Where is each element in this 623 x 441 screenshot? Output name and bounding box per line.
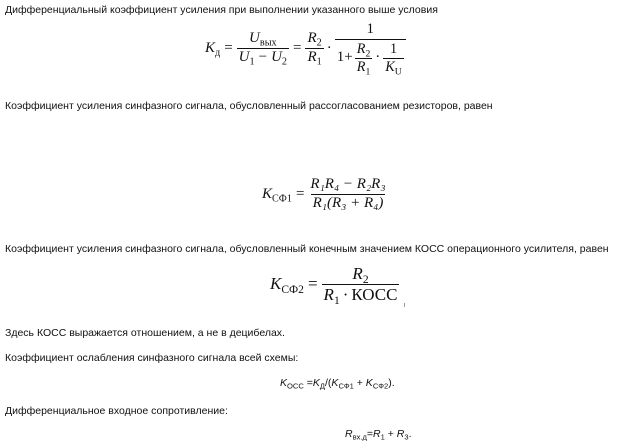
formula1-equals: = (224, 39, 233, 56)
formula-differential-gain (205, 21, 406, 78)
formula1-fraction-correction: 1 1+ $\frac{R_2}{R_1}$ · $\frac{1}{K_U}$ (335, 22, 406, 75)
formula-circuit-cmrr: $K_{ОСС} =K_Д/(K_{СФ1} + K_{СФ2})$. (280, 377, 395, 391)
paragraph-common-mode-gain-resistors: Коэффициент усиления синфазного сигнала, обусловленный рассогласованием резисторов, равен (5, 100, 493, 112)
formula1-fraction-resistor-ratio: $\frac{R_2}{R_1}$ (307, 30, 322, 68)
formula1-equals-2: = (293, 39, 302, 56)
formula3-fraction: $\frac{R_2}{R_1 \cdot КОСС}$ (323, 264, 398, 307)
formula3-equals: = (307, 274, 318, 294)
formula1-dot: · (326, 39, 332, 56)
formula1-fraction-voltage: $\frac{U_{вых}}{U_1 - U_2}$ (238, 30, 288, 68)
formula2-equals: = (295, 185, 305, 202)
formula-differential-input-resistance: $R_{вх.д}=R_1 + R_3$. (345, 428, 412, 441)
formula2-fraction: $\frac{\text{R₁R₄ − R₂R₃}}{\text{R₁(R₃ + R₄)}}$ (310, 176, 386, 211)
paragraph-differential-gain: Дифференциальный коэффициент усиления при выполнении указанного выше условия (5, 4, 438, 16)
formula-common-mode-gain-1 (262, 177, 388, 212)
formula-common-mode-gain-2 (270, 264, 399, 307)
formula3-stray-mark (404, 303, 405, 307)
paragraph-common-mode-gain-cmrr: Коэффициент усиления синфазного сигнала, обусловленный конечным значением КОСС операционного усилителя, равен (5, 243, 609, 255)
formula3-lhs: $K_{СФ2}$ (270, 274, 304, 297)
paragraph-cmrr-note: Здесь КОСС выражается отношением, а не в децибелах. (5, 327, 285, 339)
paragraph-circuit-cmrr: Коэффициент ослабления синфазного сигнала всей схемы: (5, 352, 299, 364)
formula2-lhs: $K_{СФ1}$ (262, 185, 292, 205)
formula1-lhs: $K_д$ (205, 39, 221, 59)
paragraph-differential-input-resistance: Дифференциальное входное сопротивление: (5, 405, 228, 417)
